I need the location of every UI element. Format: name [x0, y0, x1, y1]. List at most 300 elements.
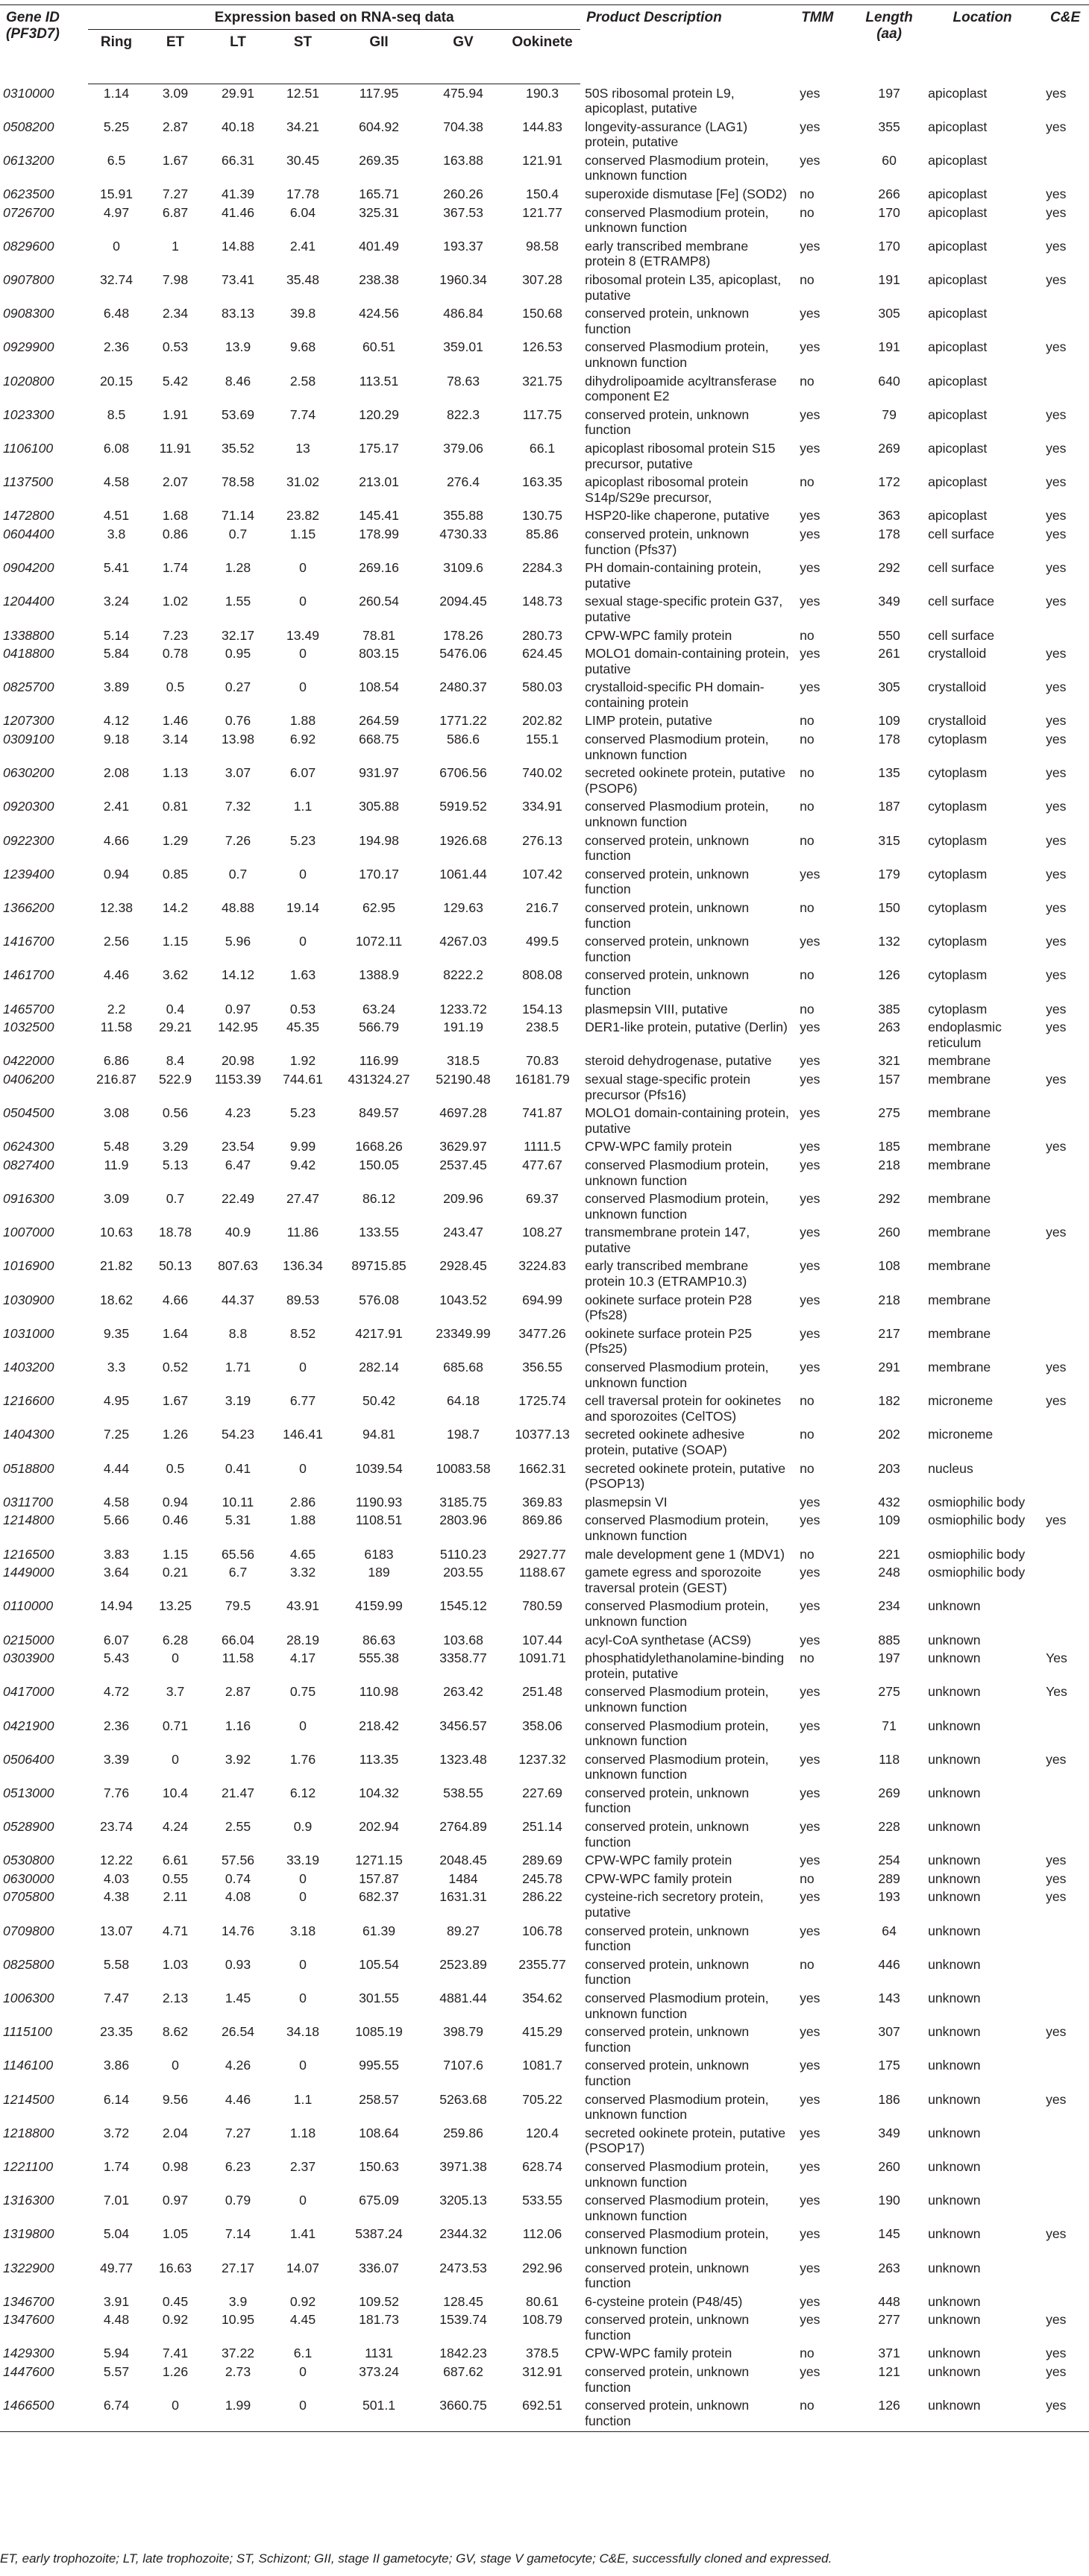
cell-gii: 566.79 — [359, 1020, 399, 1035]
cell-tmm: yes — [800, 85, 820, 101]
cell-ring: 5.04 — [103, 2226, 130, 2242]
cell-product-description: conserved protein, unknown function (Pfs37) — [585, 526, 750, 557]
cell-product-description: MOLO1 domain-containing protein, putative — [585, 646, 789, 676]
cell-lt: 0.7 — [228, 526, 248, 541]
cell-gene-id: 1032500 — [3, 1020, 54, 1035]
cell-length: 550 — [878, 627, 900, 643]
cell-ring: 5.66 — [103, 1512, 130, 1528]
cell-lt: 2.55 — [225, 1819, 251, 1835]
cell-location: unknown — [928, 2125, 981, 2140]
table-row — [0, 865, 1089, 899]
cell-gene-id: 0829600 — [3, 238, 54, 254]
table-body — [0, 84, 1089, 2432]
cell-et: 0 — [172, 2058, 179, 2073]
cell-gii: 113.51 — [359, 373, 399, 389]
cell-ce: yes — [1046, 1751, 1067, 1767]
cell-length: 248 — [878, 1565, 900, 1580]
cell-length: 60 — [882, 152, 897, 168]
cell-ookinete: 1111.5 — [524, 1139, 561, 1155]
cell-length: 269 — [878, 1785, 900, 1800]
cell-ookinete: 120.4 — [526, 2125, 559, 2140]
cell-product-description: CPW-WPC family protein — [585, 1870, 732, 1886]
cell-ring: 5.57 — [103, 2364, 130, 2380]
cell-gv: 1233.72 — [439, 1001, 487, 1017]
cell-et: 0.5 — [166, 679, 185, 695]
cell-gene-id: 0916300 — [3, 1191, 54, 1207]
cell-lt: 1.71 — [225, 1360, 251, 1375]
cell-et: 7.98 — [162, 272, 189, 288]
cell-location: membrane — [928, 1157, 991, 1172]
cell-location: crystalloid — [928, 679, 987, 695]
cell-location: unknown — [928, 1923, 981, 1938]
cell-length: 446 — [878, 1956, 900, 1972]
header-stage-ring: Ring — [88, 30, 145, 84]
cell-lt: 6.7 — [228, 1565, 248, 1580]
cell-location: cytoplasm — [928, 900, 988, 915]
cell-ookinete: 108.79 — [522, 2312, 562, 2328]
cell-gii: 117.95 — [359, 86, 399, 101]
cell-tmm: no — [800, 373, 815, 389]
cell-gii: 5387.24 — [355, 2226, 403, 2242]
cell-et: 0.78 — [162, 646, 189, 662]
cell-gii: 269.16 — [359, 560, 399, 576]
cell-st: 6.92 — [289, 732, 316, 747]
cell-tmm: no — [800, 1546, 815, 1562]
cell-gv: 3358.77 — [439, 1650, 487, 1666]
cell-length: 291 — [878, 1360, 900, 1375]
cell-length: 349 — [878, 594, 900, 609]
cell-length: 170 — [878, 204, 900, 220]
table-row — [0, 1190, 1089, 1223]
table-row — [0, 1955, 1089, 1989]
cell-st: 0 — [299, 2058, 307, 2073]
cell-st: 12.51 — [286, 86, 320, 101]
cell-location: membrane — [928, 1071, 991, 1087]
cell-ring: 4.66 — [103, 832, 130, 848]
cell-lt: 26.54 — [221, 2024, 255, 2040]
cell-gv: 209.96 — [443, 1191, 483, 1207]
cell-location: osmiophilic body — [928, 1512, 1026, 1528]
cell-ce — [1041, 1818, 1089, 1851]
cell-lt: 66.04 — [221, 1632, 255, 1647]
table-row — [0, 899, 1089, 932]
cell-product-description: conserved Plasmodium protein, unknown function — [585, 1191, 769, 1222]
cell-st: 14.07 — [286, 2260, 320, 2275]
cell-ce: yes — [1046, 1870, 1067, 1886]
cell-gene-id: 0528900 — [3, 1819, 54, 1835]
cell-location: crystalloid — [928, 646, 987, 662]
table-row — [0, 185, 1089, 204]
cell-product-description: conserved protein, unknown function — [585, 2058, 750, 2088]
cell-st: 23.82 — [286, 508, 320, 524]
cell-et: 1.64 — [162, 1325, 189, 1341]
cell-st: 1.18 — [289, 2125, 316, 2140]
cell-ring: 14.94 — [99, 1598, 134, 1614]
cell-gv: 198.7 — [446, 1427, 480, 1442]
cell-et: 1.67 — [162, 152, 189, 168]
cell-lt: 22.49 — [221, 1191, 255, 1207]
cell-ring: 3.8 — [107, 526, 126, 541]
cell-gii: 105.54 — [359, 1956, 399, 1972]
cell-ookinete: 477.67 — [522, 1157, 562, 1172]
cell-location: apicoplast — [928, 238, 988, 254]
cell-tmm: yes — [800, 2125, 820, 2140]
cell-st: 136.34 — [283, 1258, 323, 1274]
cell-ring: 11.58 — [100, 1020, 133, 1035]
cell-ring: 9.18 — [103, 732, 130, 747]
cell-tmm: yes — [800, 1191, 820, 1207]
cell-tmm: yes — [800, 1598, 820, 1614]
cell-ring: 15.91 — [99, 186, 134, 202]
cell-length: 385 — [878, 1001, 900, 1017]
table-header — [0, 5, 1089, 84]
cell-ce: yes — [1046, 186, 1067, 202]
cell-gene-id: 0613200 — [3, 152, 54, 168]
cell-gene-id: 1207300 — [3, 713, 54, 729]
cell-st: 1.15 — [289, 526, 316, 541]
cell-gii: 86.12 — [362, 1191, 396, 1207]
cell-tmm: yes — [800, 1853, 820, 1868]
table-row — [0, 2225, 1089, 2258]
cell-location: membrane — [928, 1325, 991, 1341]
table-row — [0, 338, 1089, 371]
cell-st: 0 — [299, 1718, 307, 1733]
cell-tmm: no — [800, 2346, 815, 2361]
cell-length: 315 — [878, 832, 900, 848]
cell-product-description: 6-cysteine protein (P48/45) — [585, 2293, 743, 2309]
cell-location: unknown — [928, 1870, 981, 1886]
cell-ce: Yes — [1046, 1684, 1067, 1700]
cell-st: 2.58 — [289, 373, 316, 389]
cell-lt: 5.31 — [225, 1512, 251, 1528]
cell-ookinete: 121.77 — [522, 204, 562, 220]
cell-product-description: conserved protein, unknown function — [585, 406, 750, 438]
cell-gene-id: 1216500 — [3, 1546, 54, 1562]
cell-tmm: yes — [800, 934, 820, 949]
cell-product-description: conserved protein, unknown function — [585, 832, 750, 864]
cell-gene-id: 1030900 — [3, 1292, 54, 1307]
cell-gv: 4881.44 — [439, 1991, 487, 2005]
cell-ookinete: 126.53 — [522, 339, 562, 355]
cell-ce — [1041, 1052, 1089, 1070]
cell-product-description: dihydrolipoamide acyltransferase component E2 — [585, 373, 777, 404]
table-row — [0, 271, 1089, 304]
cell-gv: 3185.75 — [439, 1494, 487, 1510]
table-row — [0, 1223, 1089, 1257]
cell-gii: 150.05 — [359, 1157, 399, 1172]
cell-tmm: yes — [800, 1360, 820, 1375]
cell-length: 143 — [878, 1991, 900, 2005]
cell-gii: 1131 — [365, 2346, 393, 2361]
cell-ce: yes — [1046, 238, 1067, 254]
cell-et: 3.7 — [166, 1684, 185, 1700]
cell-st: 0 — [299, 1956, 307, 1972]
cell-st: 0.9 — [293, 1819, 313, 1835]
cell-location: apicoplast — [928, 306, 988, 321]
cell-gv: 243.47 — [443, 1225, 483, 1240]
cell-ce — [1041, 2293, 1089, 2311]
cell-gene-id: 1106100 — [3, 440, 54, 456]
cell-gii: 325.31 — [359, 204, 399, 220]
cell-ookinete: 808.08 — [522, 967, 562, 983]
cell-length: 448 — [878, 2293, 900, 2309]
cell-lt: 14.88 — [221, 238, 255, 254]
cell-gii: 849.57 — [359, 1105, 399, 1121]
cell-gv: 5263.68 — [439, 2091, 487, 2107]
cell-lt: 32.17 — [221, 627, 255, 643]
cell-st: 19.14 — [286, 900, 320, 915]
cell-lt: 14.12 — [221, 967, 255, 983]
cell-gv: 359.01 — [443, 339, 483, 355]
cell-gene-id: 0309100 — [3, 732, 54, 747]
cell-ookinete: 869.86 — [522, 1512, 562, 1528]
cell-ookinete: 10377.13 — [515, 1427, 570, 1442]
cell-tmm: no — [800, 1393, 815, 1409]
cell-ookinete: 580.03 — [522, 679, 562, 695]
cell-length: 202 — [878, 1427, 900, 1442]
cell-gv: 2928.45 — [439, 1258, 487, 1274]
cell-lt: 44.37 — [221, 1292, 255, 1307]
cell-ring: 1.74 — [103, 2158, 130, 2174]
cell-length: 172 — [878, 474, 900, 490]
cell-location: unknown — [923, 2396, 1041, 2432]
cell-gene-id: 1461700 — [3, 967, 54, 983]
cell-tmm: yes — [800, 1785, 820, 1800]
cell-tmm: yes — [800, 339, 820, 355]
table-row — [0, 2344, 1089, 2363]
cell-ookinete: 356.55 — [522, 1360, 562, 1375]
cell-gene-id: 1447600 — [3, 2364, 54, 2380]
table-row — [0, 1425, 1089, 1459]
cell-ookinete: 358.06 — [522, 1718, 562, 1733]
cell-gii: 94.81 — [362, 1427, 396, 1442]
cell-gene-id: 0604400 — [3, 526, 54, 541]
cell-gii: 4159.99 — [355, 1598, 403, 1614]
cell-tmm: yes — [800, 238, 820, 254]
cell-length: 179 — [878, 866, 900, 882]
table-row — [0, 1052, 1089, 1070]
cell-ookinete: 286.22 — [522, 1889, 562, 1905]
header-expression-group: Expression based on RNA-seq data — [88, 5, 580, 30]
cell-location: unknown — [928, 2058, 981, 2073]
cell-gii: 675.09 — [359, 2193, 399, 2208]
cell-gene-id: 1416700 — [3, 934, 54, 949]
cell-gii: 150.63 — [359, 2158, 399, 2174]
cell-lt: 4.23 — [225, 1105, 251, 1121]
cell-lt: 6.23 — [225, 2158, 251, 2174]
cell-ring: 3.86 — [103, 2058, 130, 2073]
table-row — [0, 1888, 1089, 1921]
cell-tmm: yes — [800, 1020, 820, 1035]
cell-length: 266 — [878, 186, 900, 202]
cell-lt: 21.47 — [221, 1785, 255, 1800]
cell-ce: yes — [1046, 2091, 1067, 2107]
cell-et: 8.4 — [166, 1053, 185, 1069]
cell-gii: 108.54 — [359, 679, 399, 695]
cell-et: 1.67 — [162, 1393, 189, 1409]
cell-product-description: conserved protein, unknown function — [585, 900, 750, 931]
cell-product-description: conserved protein, unknown function — [585, 2364, 750, 2395]
cell-ookinete: 16181.79 — [515, 1071, 570, 1087]
cell-st: 9.68 — [289, 339, 316, 355]
cell-gii: 258.57 — [359, 2091, 399, 2107]
cell-product-description: crystalloid-specific PH domain-containing protein — [585, 679, 765, 710]
cell-product-description: secreted ookinete protein, putative (PSOP6) — [585, 765, 786, 796]
cell-product-description: conserved Plasmodium protein, unknown function — [585, 1512, 769, 1543]
cell-gv: 4267.03 — [439, 934, 487, 949]
table-row — [0, 118, 1089, 151]
cell-product-description: sexual stage-specific protein precursor (Pfs16) — [585, 1071, 751, 1102]
cell-location: unknown — [928, 1991, 981, 2005]
cell-gene-id: 1239400 — [3, 866, 54, 882]
cell-st: 28.19 — [286, 1632, 320, 1647]
table-row — [0, 1018, 1089, 1052]
cell-location: unknown — [928, 2364, 981, 2380]
cell-location: membrane — [928, 1225, 991, 1240]
cell-ce: yes — [1046, 474, 1067, 490]
cell-gv: 3971.38 — [439, 2158, 487, 2174]
cell-location: cytoplasm — [928, 732, 988, 747]
cell-st: 34.18 — [286, 2024, 320, 2040]
cell-gv: 475.94 — [443, 86, 483, 101]
cell-st: 1.63 — [289, 967, 316, 983]
cell-product-description: transmembrane protein 147, putative — [585, 1225, 750, 1255]
cell-tmm: no — [800, 1956, 815, 1972]
cell-et: 7.23 — [162, 627, 189, 643]
cell-et: 1 — [172, 238, 179, 254]
cell-lt: 73.41 — [221, 272, 255, 288]
cell-product-description: conserved Plasmodium protein, unknown function — [585, 1751, 769, 1782]
cell-ring: 4.38 — [103, 1889, 130, 1905]
cell-length: 275 — [878, 1105, 900, 1121]
cell-st: 0 — [299, 1991, 307, 2005]
cell-product-description: ookinete surface protein P25 (Pfs25) — [585, 1325, 753, 1357]
cell-lt: 7.27 — [225, 2125, 251, 2140]
cell-et: 7.27 — [162, 186, 189, 202]
cell-gv: 3660.75 — [422, 2396, 504, 2432]
cell-lt: 53.69 — [221, 406, 255, 422]
cell-et: 1.74 — [162, 560, 189, 576]
cell-st: 0 — [299, 934, 307, 949]
cell-st: 27.47 — [286, 1191, 320, 1207]
cell-st: 9.99 — [289, 1139, 316, 1155]
cell-length: 132 — [878, 934, 900, 949]
cell-ring: 6.5 — [107, 152, 126, 168]
table-row — [0, 2158, 1089, 2191]
cell-et: 9.56 — [162, 2091, 189, 2107]
table-row — [0, 204, 1089, 237]
cell-length: 263 — [878, 2260, 900, 2275]
cell-tmm: yes — [800, 526, 820, 541]
cell-ce: yes — [1046, 765, 1067, 781]
cell-lt: 8.46 — [225, 373, 251, 389]
cell-tmm: yes — [800, 1139, 820, 1155]
cell-ring: 18.62 — [99, 1292, 134, 1307]
cell-gv: 4730.33 — [439, 526, 487, 541]
cell-lt: 41.46 — [221, 204, 255, 220]
cell-ookinete: 251.48 — [522, 1684, 562, 1700]
cell-et: 0.46 — [162, 1512, 189, 1528]
cell-product-description: conserved Plasmodium protein, unknown function — [585, 2158, 769, 2190]
cell-gii: 1108.51 — [355, 1512, 403, 1528]
cell-ce — [1041, 1425, 1089, 1459]
cell-st: 39.8 — [289, 306, 316, 321]
cell-st: 4.65 — [289, 1546, 316, 1562]
cell-ring: 2.2 — [107, 1001, 126, 1017]
cell-ring: 7.47 — [103, 1991, 130, 2005]
cell-st: 0 — [299, 2193, 307, 2208]
cell-gv: 163.88 — [443, 152, 483, 168]
cell-ce: yes — [1046, 799, 1067, 814]
cell-product-description: conserved Plasmodium protein, unknown function — [585, 2091, 769, 2123]
cell-length: 185 — [878, 1139, 900, 1155]
cell-product-description: ribosomal protein L35, apicoplast, putative — [585, 272, 782, 303]
cell-st: 6.77 — [289, 1393, 316, 1409]
cell-ce: yes — [1046, 1139, 1067, 1155]
cell-gene-id: 1146100 — [3, 2058, 54, 2073]
cell-length: 218 — [878, 1157, 900, 1172]
cell-length: 190 — [878, 2193, 900, 2208]
cell-ring: 5.41 — [103, 560, 130, 576]
cell-gv: 355.88 — [443, 508, 483, 524]
cell-tmm: no — [800, 1870, 815, 1886]
cell-gv: 2537.45 — [439, 1157, 487, 1172]
cell-product-description: sexual stage-specific protein G37, putative — [585, 594, 783, 624]
cell-location: unknown — [928, 1632, 981, 1647]
cell-gii: 1388.9 — [359, 967, 399, 983]
cell-gv: 5476.06 — [439, 646, 487, 662]
cell-location: cell surface — [928, 526, 995, 541]
cell-tmm: yes — [800, 1292, 820, 1307]
cell-ce — [1041, 304, 1089, 338]
cell-ring: 4.51 — [103, 508, 130, 524]
cell-ookinete: 148.73 — [522, 594, 562, 609]
cell-length: 221 — [878, 1546, 900, 1562]
cell-location: crystalloid — [928, 713, 987, 729]
table-row — [0, 711, 1089, 730]
cell-length: 321 — [878, 1053, 900, 1069]
table-row — [0, 372, 1089, 406]
cell-ookinete: 1725.74 — [518, 1393, 566, 1409]
cell-st: 2.86 — [289, 1494, 316, 1510]
cell-et: 0.56 — [162, 1105, 189, 1121]
cell-length: 157 — [878, 1071, 900, 1087]
cell-gii: 50.42 — [362, 1393, 396, 1409]
cell-gv: 64.18 — [446, 1393, 480, 1409]
cell-product-description: secreted ookinete adhesive protein, putative (SOAP) — [585, 1427, 745, 1457]
cell-gene-id: 1466500 — [0, 2396, 88, 2432]
cell-ookinete: 354.62 — [522, 1991, 562, 2005]
cell-ookinete: 98.58 — [526, 238, 559, 254]
table-row — [0, 832, 1089, 865]
cell-gii: 108.64 — [359, 2125, 399, 2140]
table-row — [0, 1545, 1089, 1564]
cell-location: cytoplasm — [928, 934, 988, 949]
cell-gv: 704.38 — [443, 119, 483, 134]
cell-product-description: superoxide dismutase [Fe] (SOD2) — [585, 186, 787, 202]
cell-ce — [1041, 1460, 1089, 1493]
cell-tmm: no — [800, 832, 815, 848]
table-row — [0, 1631, 1089, 1650]
cell-tmm: yes — [800, 2364, 820, 2380]
cell-ookinete: 245.78 — [522, 1870, 562, 1886]
cell-ring: 5.84 — [103, 646, 130, 662]
cell-length: 363 — [878, 508, 900, 524]
table-row — [0, 592, 1089, 626]
cell-ce: yes — [1046, 204, 1067, 220]
cell-product-description: conserved Plasmodium protein, unknown function — [585, 2226, 769, 2257]
cell-ce — [1041, 1325, 1089, 1358]
